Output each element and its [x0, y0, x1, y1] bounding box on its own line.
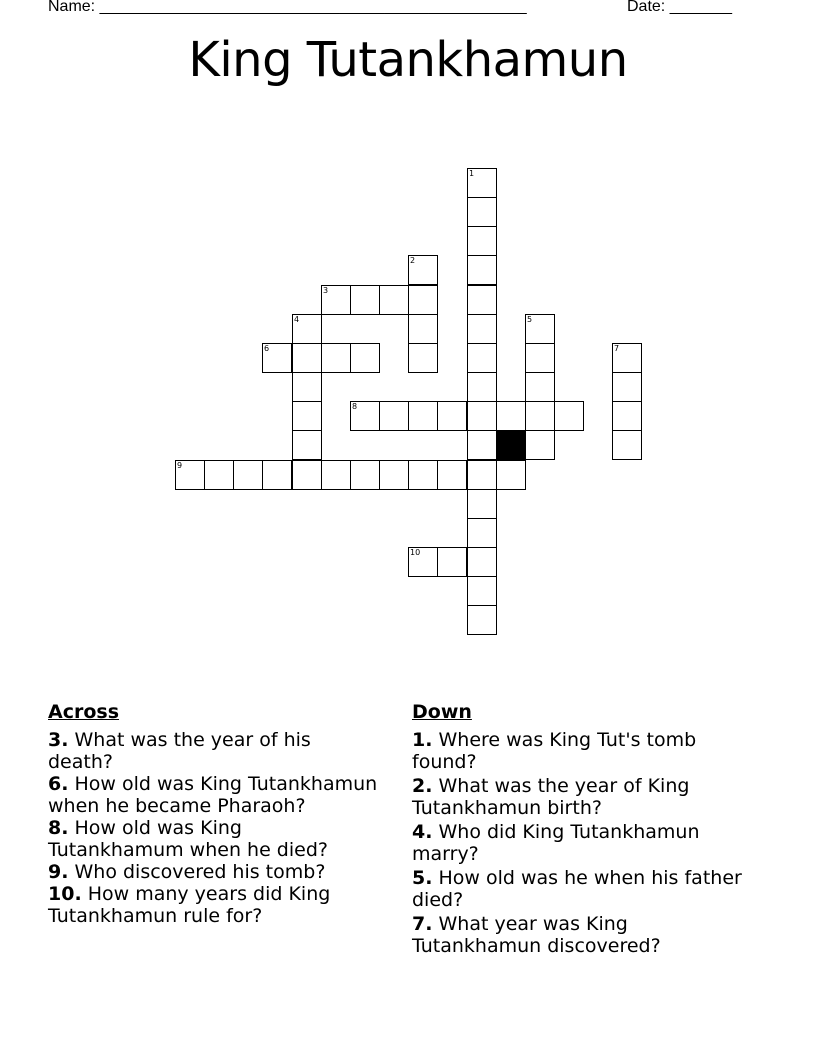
grid-cell[interactable] [612, 430, 642, 460]
grid-cell[interactable] [408, 343, 438, 373]
page-title: King Tutankhamun [188, 32, 628, 88]
grid-cell[interactable] [467, 285, 497, 315]
grid-cell[interactable] [525, 314, 555, 344]
grid-cell[interactable] [292, 343, 322, 373]
grid-cell[interactable] [292, 314, 322, 344]
grid-cell[interactable] [467, 576, 497, 606]
grid-cell[interactable] [467, 518, 497, 548]
across-clues [48, 701, 378, 927]
cell-number-9: 9 [177, 461, 183, 470]
grid-cell[interactable] [408, 401, 438, 431]
grid-cell[interactable] [262, 460, 292, 490]
clue-across-8: 8. How old was King Tutankhamum when he died? [48, 817, 328, 861]
grid-cell[interactable] [292, 372, 322, 402]
grid-cell[interactable] [467, 401, 497, 431]
grid-cell[interactable] [467, 343, 497, 373]
grid-cell[interactable] [525, 372, 555, 402]
grid-cell[interactable] [496, 401, 526, 431]
grid-cell[interactable] [437, 401, 467, 431]
grid-cell[interactable] [321, 460, 351, 490]
grid-cell[interactable] [612, 401, 642, 431]
grid-cell[interactable] [437, 547, 467, 577]
clue-down-7: 7. What year was King Tutankhamun discovered? [412, 913, 661, 957]
cell-number-8: 8 [352, 402, 358, 411]
grid-cell[interactable] [292, 401, 322, 431]
clue-down-1: 1. Where was King Tut's tomb found? [412, 729, 697, 773]
grid-cell[interactable] [525, 401, 555, 431]
name-field: Name: ________________________________________________ [48, 0, 527, 15]
grid-cell[interactable] [262, 343, 292, 373]
grid-cell[interactable] [350, 460, 380, 490]
grid-cell[interactable] [467, 547, 497, 577]
grid-cell[interactable] [379, 401, 409, 431]
grid-cell[interactable] [350, 285, 380, 315]
grid-cell[interactable] [408, 460, 438, 490]
grid-cell[interactable] [467, 430, 497, 460]
grid-cell[interactable] [292, 430, 322, 460]
grid-cell[interactable] [408, 547, 438, 577]
grid-cell[interactable] [467, 460, 497, 490]
clue-down-4: 4. Who did King Tutankhamun marry? [412, 821, 700, 865]
grid-cell[interactable] [467, 489, 497, 519]
cell-number-6: 6 [264, 344, 270, 353]
clue-across-10: 10. How many years did King Tutankhamun rule for? [48, 883, 331, 927]
grid-cell[interactable] [612, 372, 642, 402]
clue-across-6: 6. How old was King Tutankhamun when he became Pharaoh? [48, 773, 378, 817]
grid-cell[interactable] [467, 372, 497, 402]
grid-cell[interactable] [233, 460, 263, 490]
date-field: Date: _______ [627, 0, 732, 15]
grid-cell[interactable] [408, 314, 438, 344]
down-clues [412, 701, 742, 957]
grid-cell[interactable] [467, 197, 497, 227]
cell-number-4: 4 [294, 315, 300, 324]
cell-number-1: 1 [469, 169, 475, 178]
grid-cell[interactable] [408, 285, 438, 315]
clue-down-5: 5. How old was he when his father died? [412, 867, 742, 911]
grid-cell[interactable] [525, 343, 555, 373]
grid-cell[interactable] [467, 168, 497, 198]
grid-cell[interactable] [467, 226, 497, 256]
clue-across-9: 9. Who discovered his tomb? [48, 861, 326, 883]
grid-cell[interactable] [525, 430, 555, 460]
grid-cell[interactable] [437, 460, 467, 490]
grid-cell[interactable] [467, 255, 497, 285]
grid-cell[interactable] [350, 401, 380, 431]
grid-cell[interactable] [612, 343, 642, 373]
grid-cell[interactable] [408, 255, 438, 285]
black-cell [496, 430, 526, 460]
grid-cell[interactable] [204, 460, 234, 490]
cell-number-7: 7 [614, 344, 620, 353]
grid-cell[interactable] [292, 460, 322, 490]
clue-across-3: 3. What was the year of his death? [48, 729, 311, 773]
clue-down-2: 2. What was the year of King Tutankhamun birth? [412, 775, 690, 819]
grid-cell[interactable] [350, 343, 380, 373]
grid-cell[interactable] [554, 401, 584, 431]
grid-cell[interactable] [496, 460, 526, 490]
across-heading: Across [48, 701, 120, 723]
cell-number-10: 10 [410, 548, 421, 557]
grid-cell[interactable] [321, 285, 351, 315]
grid-cell[interactable] [467, 314, 497, 344]
grid-cell[interactable] [379, 460, 409, 490]
grid-cell[interactable] [175, 460, 205, 490]
grid-cell[interactable] [467, 605, 497, 635]
grid-cell[interactable] [379, 285, 409, 315]
cell-number-5: 5 [527, 315, 533, 324]
cell-number-3: 3 [323, 286, 329, 295]
grid-cell[interactable] [321, 343, 351, 373]
cell-number-2: 2 [410, 256, 416, 265]
down-heading: Down [412, 701, 472, 723]
